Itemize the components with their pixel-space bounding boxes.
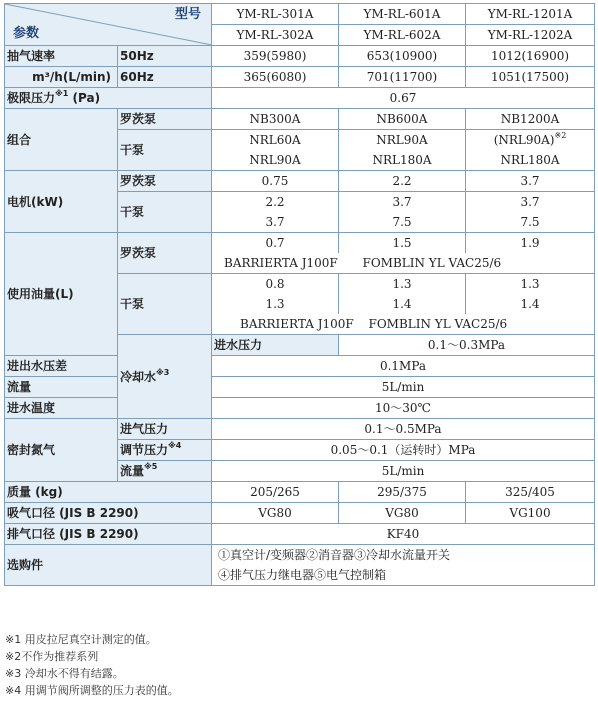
nitrogen-label: 密封氮气 xyxy=(5,419,118,482)
footnotes xyxy=(5,631,593,699)
pumping-speed-unit: m³/h(L/min) xyxy=(5,67,118,88)
options-line-2: ④排气压力继电器⑤电气控制箱 xyxy=(212,565,595,586)
combination-dry-a-3-cell xyxy=(466,130,595,151)
combination-roots-3: NB1200A xyxy=(466,109,595,130)
note-mark-5: ※5 xyxy=(144,462,158,471)
nitrogen-inlet-label: 进气压力 xyxy=(118,419,212,440)
mass-row xyxy=(5,482,595,503)
combination-roots-1: NB300A xyxy=(212,109,339,130)
note-mark-2: ※2 xyxy=(554,131,567,140)
motor-dry-a-3: 3.7 xyxy=(466,192,595,213)
oil-dry-label: 干泵 xyxy=(118,274,212,335)
footnote-4: ※4 用调节阀所调整的压力表的值。 xyxy=(5,684,179,697)
combination-label: 组合 xyxy=(5,109,118,171)
oil-roots-type-a: BARRIERTA J100F xyxy=(212,253,339,274)
mass-2: 295/375 xyxy=(339,482,466,503)
nitrogen-flow-value: 5L/min xyxy=(212,461,595,482)
freq-50hz-label: 50Hz xyxy=(118,46,212,67)
cooling-label-cell xyxy=(118,335,212,419)
combination-dry-b-3: NRL180A xyxy=(466,150,595,171)
oil-roots-1: 0.7 xyxy=(212,233,339,254)
note-mark-3: ※3 xyxy=(156,367,170,377)
oil-label: 使用油量(L) xyxy=(5,233,118,356)
pumping-speed-row-60hz xyxy=(5,67,595,88)
header-row xyxy=(5,4,595,25)
inlet-3: VG100 xyxy=(466,503,595,524)
nitrogen-regulated-label: 调节压力 xyxy=(120,443,169,457)
mass-3: 325/405 xyxy=(466,482,595,503)
nitrogen-regulated-label-cell xyxy=(118,440,212,461)
cooling-pressure-diff-label: 进出水压差 xyxy=(5,356,118,377)
oil-dry-type-b: FOMBLIN YL VAC25/6 xyxy=(339,314,595,335)
speed-50hz-1: 359(5980) xyxy=(212,46,339,67)
speed-50hz-2: 653(10900) xyxy=(339,46,466,67)
model-1-line1: YM-RL-301A xyxy=(212,4,339,25)
combination-dry-b-1: NRL90A xyxy=(212,150,339,171)
combination-roots-label: 罗茨泵 xyxy=(118,109,212,130)
model-2-line1: YM-RL-601A xyxy=(339,4,466,25)
oil-dry-b-1: 1.3 xyxy=(212,294,339,314)
cooling-inlet-pressure-value: 0.1～0.3MPa xyxy=(339,335,595,356)
parameter-header-label: 参数 xyxy=(13,26,40,41)
inlet-1: VG80 xyxy=(212,503,339,524)
speed-60hz-3: 1051(17500) xyxy=(466,67,595,88)
cooling-label: 冷却水 xyxy=(120,369,157,384)
oil-dry-a-1: 0.8 xyxy=(212,274,339,295)
outlet-value: KF40 xyxy=(212,524,595,545)
model-3-line2: YM-RL-1202A xyxy=(466,25,595,46)
ultimate-pressure-value: 0.67 xyxy=(212,88,595,109)
inlet-2: VG80 xyxy=(339,503,466,524)
options-line-1: ①真空计/变频器②消音器③冷却水流量开关 xyxy=(212,545,595,566)
speed-60hz-2: 701(11700) xyxy=(339,67,466,88)
ultimate-pressure-unit: (Pa) xyxy=(68,91,101,105)
oil-dry-type-a: BARRIERTA J100F xyxy=(212,314,339,335)
nitrogen-flow-label: 流量 xyxy=(120,464,145,478)
nitrogen-inlet-value: 0.1～0.5MPa xyxy=(212,419,595,440)
footnote-1: ※1 用皮拉尼真空计测定的值。 xyxy=(5,633,157,646)
motor-dry-a-2: 3.7 xyxy=(339,192,466,213)
spec-table xyxy=(4,3,595,586)
speed-60hz-1: 365(6080) xyxy=(212,67,339,88)
motor-dry-b-2: 7.5 xyxy=(339,212,466,233)
pumping-speed-row-50hz xyxy=(5,46,595,67)
nitrogen-flow-label-cell xyxy=(118,461,212,482)
motor-roots-3: 3.7 xyxy=(466,171,595,192)
model-1-line2: YM-RL-302A xyxy=(212,25,339,46)
nitrogen-regulated-value: 0.05～0.1（运转时）MPa xyxy=(212,440,595,461)
ultimate-pressure-label xyxy=(5,88,212,109)
note-mark-4: ※4 xyxy=(168,441,182,450)
motor-roots-label: 罗茨泵 xyxy=(118,171,212,192)
oil-roots-3: 1.9 xyxy=(466,233,595,254)
oil-dry-b-2: 1.4 xyxy=(339,294,466,314)
ultimate-pressure-text: 极限压力 xyxy=(7,91,56,105)
freq-60hz-label: 60Hz xyxy=(118,67,212,88)
motor-dry-a-1: 2.2 xyxy=(212,192,339,213)
cooling-row-4 xyxy=(5,398,595,419)
motor-label: 电机(kW) xyxy=(5,171,118,233)
cooling-temp-value: 10～30℃ xyxy=(212,398,595,419)
note-mark-1: ※1 xyxy=(55,89,69,98)
oil-roots-2: 1.5 xyxy=(339,233,466,254)
oil-dry-b-3: 1.4 xyxy=(466,294,595,314)
oil-roots-row xyxy=(5,233,595,254)
cooling-row-3 xyxy=(5,377,595,398)
oil-dry-a-2: 1.3 xyxy=(339,274,466,295)
options-label: 选购件 xyxy=(5,545,212,586)
cooling-inlet-pressure-label: 进水压力 xyxy=(212,335,339,356)
footnote-2: ※2不作为推荐系列 xyxy=(5,650,99,663)
combination-roots-2: NB600A xyxy=(339,109,466,130)
combination-dry-b-2: NRL180A xyxy=(339,150,466,171)
combination-dry-a-3: (NRL90A) xyxy=(493,133,555,147)
cooling-pressure-diff-value: 0.1MPa xyxy=(212,356,595,377)
ultimate-pressure-row xyxy=(5,88,595,109)
mass-1: 205/265 xyxy=(212,482,339,503)
oil-roots-label: 罗茨泵 xyxy=(118,233,212,274)
inlet-label: 吸气口径 (JIS B 2290) xyxy=(5,503,212,524)
inlet-row xyxy=(5,503,595,524)
combination-dry-a-1: NRL60A xyxy=(212,130,339,151)
combination-dry-label: 干泵 xyxy=(118,130,212,171)
motor-dry-b-3: 7.5 xyxy=(466,212,595,233)
footnote-3: ※3 冷却水不得有结露。 xyxy=(5,667,124,680)
motor-roots-row xyxy=(5,171,595,192)
oil-roots-type-b: FOMBLIN YL VAC25/6 xyxy=(339,253,595,274)
cooling-flow-label: 流量 xyxy=(5,377,118,398)
motor-dry-label: 干泵 xyxy=(118,192,212,233)
motor-dry-b-1: 3.7 xyxy=(212,212,339,233)
combination-roots-row xyxy=(5,109,595,130)
header-corner-cell xyxy=(5,4,212,46)
speed-50hz-3: 1012(16900) xyxy=(466,46,595,67)
cooling-flow-value: 5L/min xyxy=(212,377,595,398)
oil-dry-a-3: 1.3 xyxy=(466,274,595,295)
mass-label: 质量 (kg) xyxy=(5,482,212,503)
options-row-1 xyxy=(5,545,595,566)
outlet-row xyxy=(5,524,595,545)
motor-roots-1: 0.75 xyxy=(212,171,339,192)
cooling-row-2 xyxy=(5,356,595,377)
nitrogen-row-1 xyxy=(5,419,595,440)
pumping-speed-label: 抽气速率 xyxy=(5,46,118,67)
model-3-line1: YM-RL-1201A xyxy=(466,4,595,25)
model-header-label: 型号 xyxy=(174,7,201,22)
motor-roots-2: 2.2 xyxy=(339,171,466,192)
outlet-label: 排气口径 (JIS B 2290) xyxy=(5,524,212,545)
model-2-line2: YM-RL-602A xyxy=(339,25,466,46)
combination-dry-a-2: NRL90A xyxy=(339,130,466,151)
cooling-temp-label: 进水温度 xyxy=(5,398,118,419)
